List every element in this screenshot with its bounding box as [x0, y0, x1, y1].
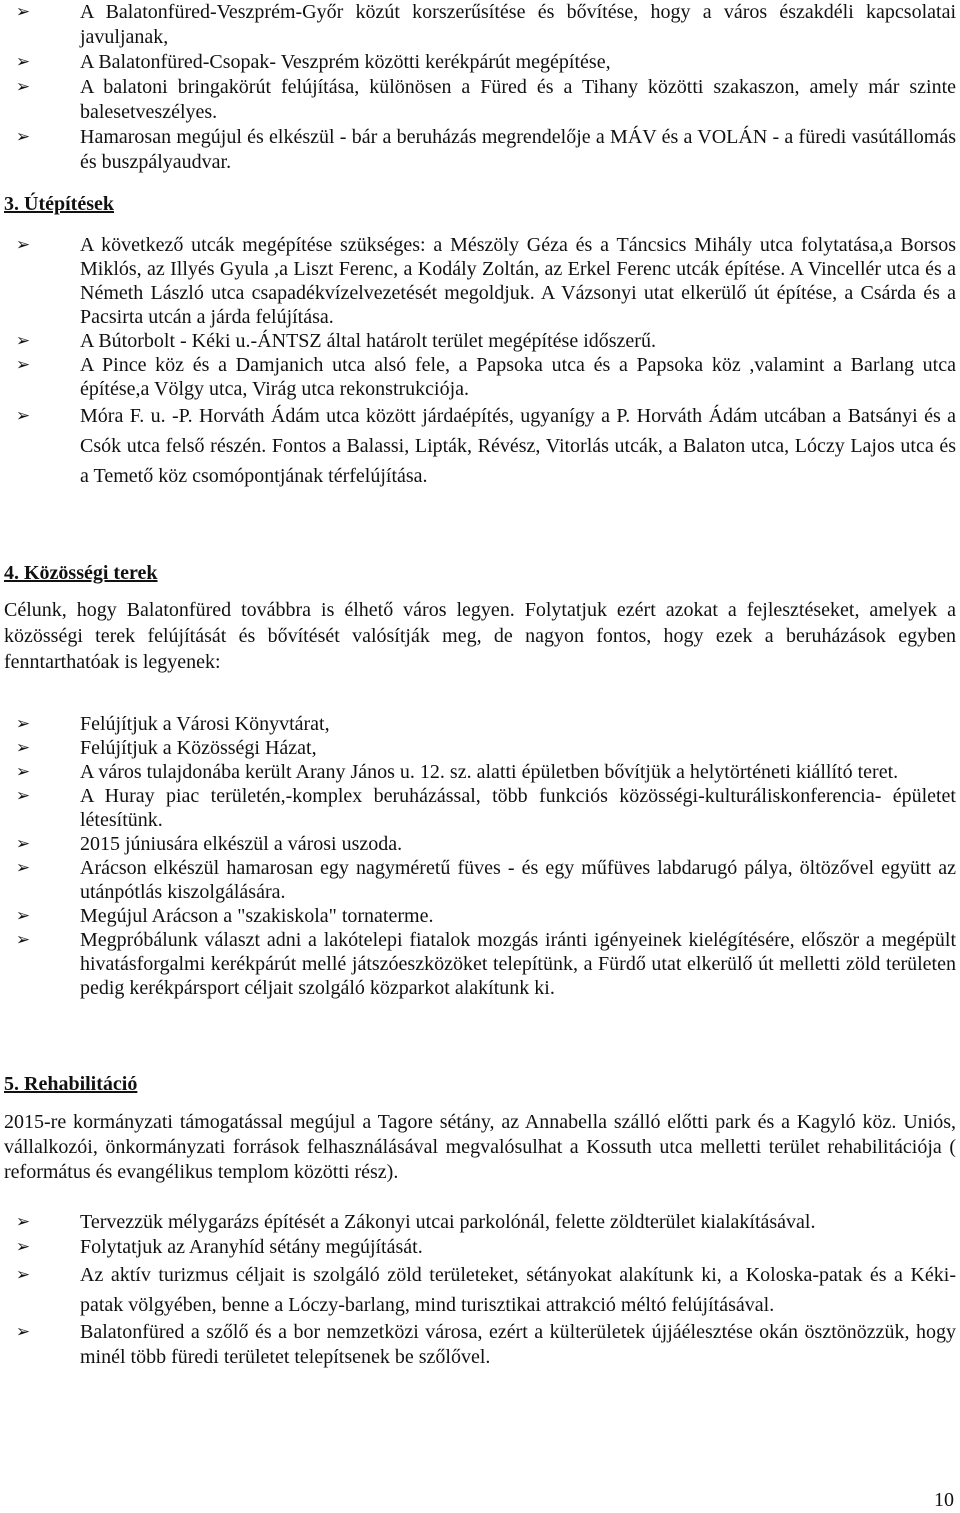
arrow-bullet-icon: ➢: [15, 331, 31, 351]
arrow-bullet-icon: ➢: [15, 1265, 31, 1285]
arrow-bullet-icon: ➢: [15, 127, 31, 147]
paragraph: Célunk, hogy Balatonfüred továbbra is élhető város legyen. Folytatjuk ezért azokat a fejlesztéseket, amelyek a közösségi terek felújítását és bővítését valósítják meg, de nagyon fontos, hogy ezek a beruházások egyben fenntarthatóak is legyenek:: [4, 599, 956, 673]
arrow-bullet-icon: ➢: [15, 235, 31, 255]
section-4-list: [4, 712, 956, 1000]
list-item: ➢ A Pince köz és a Damjanich utca alsó fele, a Papsoka utca és a Papsoka köz ,valamint a Barlang utca építése,a Völgy utca, Virág utca rekonstrukciója.: [4, 353, 956, 401]
arrow-bullet-icon: ➢: [15, 77, 31, 97]
top-bullet-list: [4, 0, 956, 175]
page-number: 10: [934, 1489, 954, 1511]
list-item: ➢ Felújítjuk a Közösségi Házat,: [4, 736, 956, 760]
list-item: ➢ Megpróbálunk választ adni a lakótelepi fiatalok mozgás iránti igényeinek kielégítésére, először a megépült hivatásforgalmi kerékpárút mellé játszóeszközöket telepítünk, a Fürdő utat elkerülő út melletti zöld területen pedig kerékpársport céljait szolgáló közparkot alakítunk ki.: [4, 928, 956, 1000]
section-4-heading: 4. Közösségi terek: [4, 562, 158, 584]
arrow-bullet-icon: ➢: [15, 906, 31, 926]
list-item: ➢ 2015 júniusára elkészül a városi uszoda.: [4, 832, 956, 856]
list-item: ➢ Tervezzük mélygarázs építését a Zákonyi utcai parkolónál, felette zöldterület kialakításával.: [4, 1210, 956, 1235]
section-5-heading: 5. Rehabilitáció: [4, 1073, 138, 1095]
section-4-intro: [4, 597, 956, 675]
arrow-bullet-icon: ➢: [15, 714, 31, 734]
arrow-bullet-icon: ➢: [15, 1237, 31, 1257]
list-item: ➢ Móra F. u. -P. Horváth Ádám utca között járdaépítés, ugyanígy a P. Horváth Ádám utcában a Batsányi és a Csók utca felső részén. Fontos a Balassi, Lipták, Révész, Vitorlás utcák, a Balaton utca, Lóczy Lajos utca és a Temető köz csomópontjának térfelújítása.: [4, 401, 956, 491]
arrow-bullet-icon: ➢: [15, 355, 31, 375]
arrow-bullet-icon: ➢: [15, 834, 31, 854]
list-item: ➢ Hamarosan megújul és elkészül - bár a beruházás megrendelője a MÁV és a VOLÁN - a füredi vasútállomás és buszpályaudvar.: [4, 125, 956, 175]
section-3-list: [4, 233, 956, 491]
arrow-bullet-icon: ➢: [15, 1212, 31, 1232]
list-item: ➢ A balatoni bringakörút felújítása, különösen a Füred és a Tihany közötti szakaszon, amely már szinte balesetveszélyes.: [4, 75, 956, 125]
list-item: ➢ Arácson elkészül hamarosan egy nagyméretű füves - és egy műfüves labdarugó pálya, öltözővel együtt az utánpótlás kiszolgálására.: [4, 856, 956, 904]
arrow-bullet-icon: ➢: [15, 786, 31, 806]
paragraph: 2015-re kormányzati támogatással megújul a Tagore sétány, az Annabella szálló előtti park és a Kagyló köz. Uniós, vállalkozói, önkormányzati források felhasználásával megvalósulhat a Kossuth utca melletti terület rehabilitációja ( református és evangélikus templom közötti rész).: [4, 1111, 956, 1183]
list-item: ➢ Folytatjuk az Aranyhíd sétány megújítását.: [4, 1235, 956, 1260]
list-item: ➢ A Balatonfüred-Csopak- Veszprém közötti kerékpárút megépítése,: [4, 50, 956, 75]
section-5-list: [4, 1210, 956, 1370]
list-item: ➢ A következő utcák megépítése szükséges: a Mészöly Géza és a Táncsics Mihály utca folytatása,a Borsos Miklós, az Illyés Gyula ,a Liszt Ferenc, a Kodály Zoltán, az Erkel Ferenc utcák építése. A Vincellér utca és a Németh László utca csapadékvízelvezetését megoldjuk. A Vázsonyi utat elkerülő út építése, a Csárda és a Pacsirta utcán a járda felújítása.: [4, 233, 956, 329]
list-item: ➢ Balatonfüred a szőlő és a bor nemzetközi városa, ezért a külterületek újjáélesztése okán ösztönözzük, hogy minél több füredi területet telepítsenek be szőlővel.: [4, 1320, 956, 1370]
list-item: ➢ Felújítjuk a Városi Könyvtárat,: [4, 712, 956, 736]
arrow-bullet-icon: ➢: [15, 52, 31, 72]
list-item: ➢ A Balatonfüred-Veszprém-Győr közút korszerűsítése és bővítése, hogy a város északdéli kapcsolatai javuljanak,: [4, 0, 956, 50]
section-3-heading: 3. Útépítések: [4, 193, 114, 215]
arrow-bullet-icon: ➢: [15, 738, 31, 758]
arrow-bullet-icon: ➢: [15, 1322, 31, 1342]
arrow-bullet-icon: ➢: [15, 406, 31, 426]
arrow-bullet-icon: ➢: [15, 858, 31, 878]
arrow-bullet-icon: ➢: [15, 930, 31, 950]
section-5-intro: [4, 1110, 956, 1185]
arrow-bullet-icon: ➢: [15, 762, 31, 782]
list-item: ➢ Az aktív turizmus céljait is szolgáló zöld területeket, sétányokat alakítunk ki, a Koloska-patak és a Kéki-patak völgyében, benne a Lóczy-barlang, mind turisztikai attrakció méltó felújításával.: [4, 1260, 956, 1320]
list-item: ➢ A Bútorbolt - Kéki u.-ÁNTSZ által határolt terület megépítése időszerű.: [4, 329, 956, 353]
arrow-bullet-icon: ➢: [15, 2, 31, 22]
list-item: ➢ A város tulajdonába került Arany János u. 12. sz. alatti épületben bővítjük a helytörténeti kiállító teret.: [4, 760, 956, 784]
list-item: ➢ Megújul Arácson a "szakiskola" tornaterme.: [4, 904, 956, 928]
list-item: ➢ A Huray piac területén,-komplex beruházással, több funkciós közösségi-kulturáliskonferencia- épületet létesítünk.: [4, 784, 956, 832]
